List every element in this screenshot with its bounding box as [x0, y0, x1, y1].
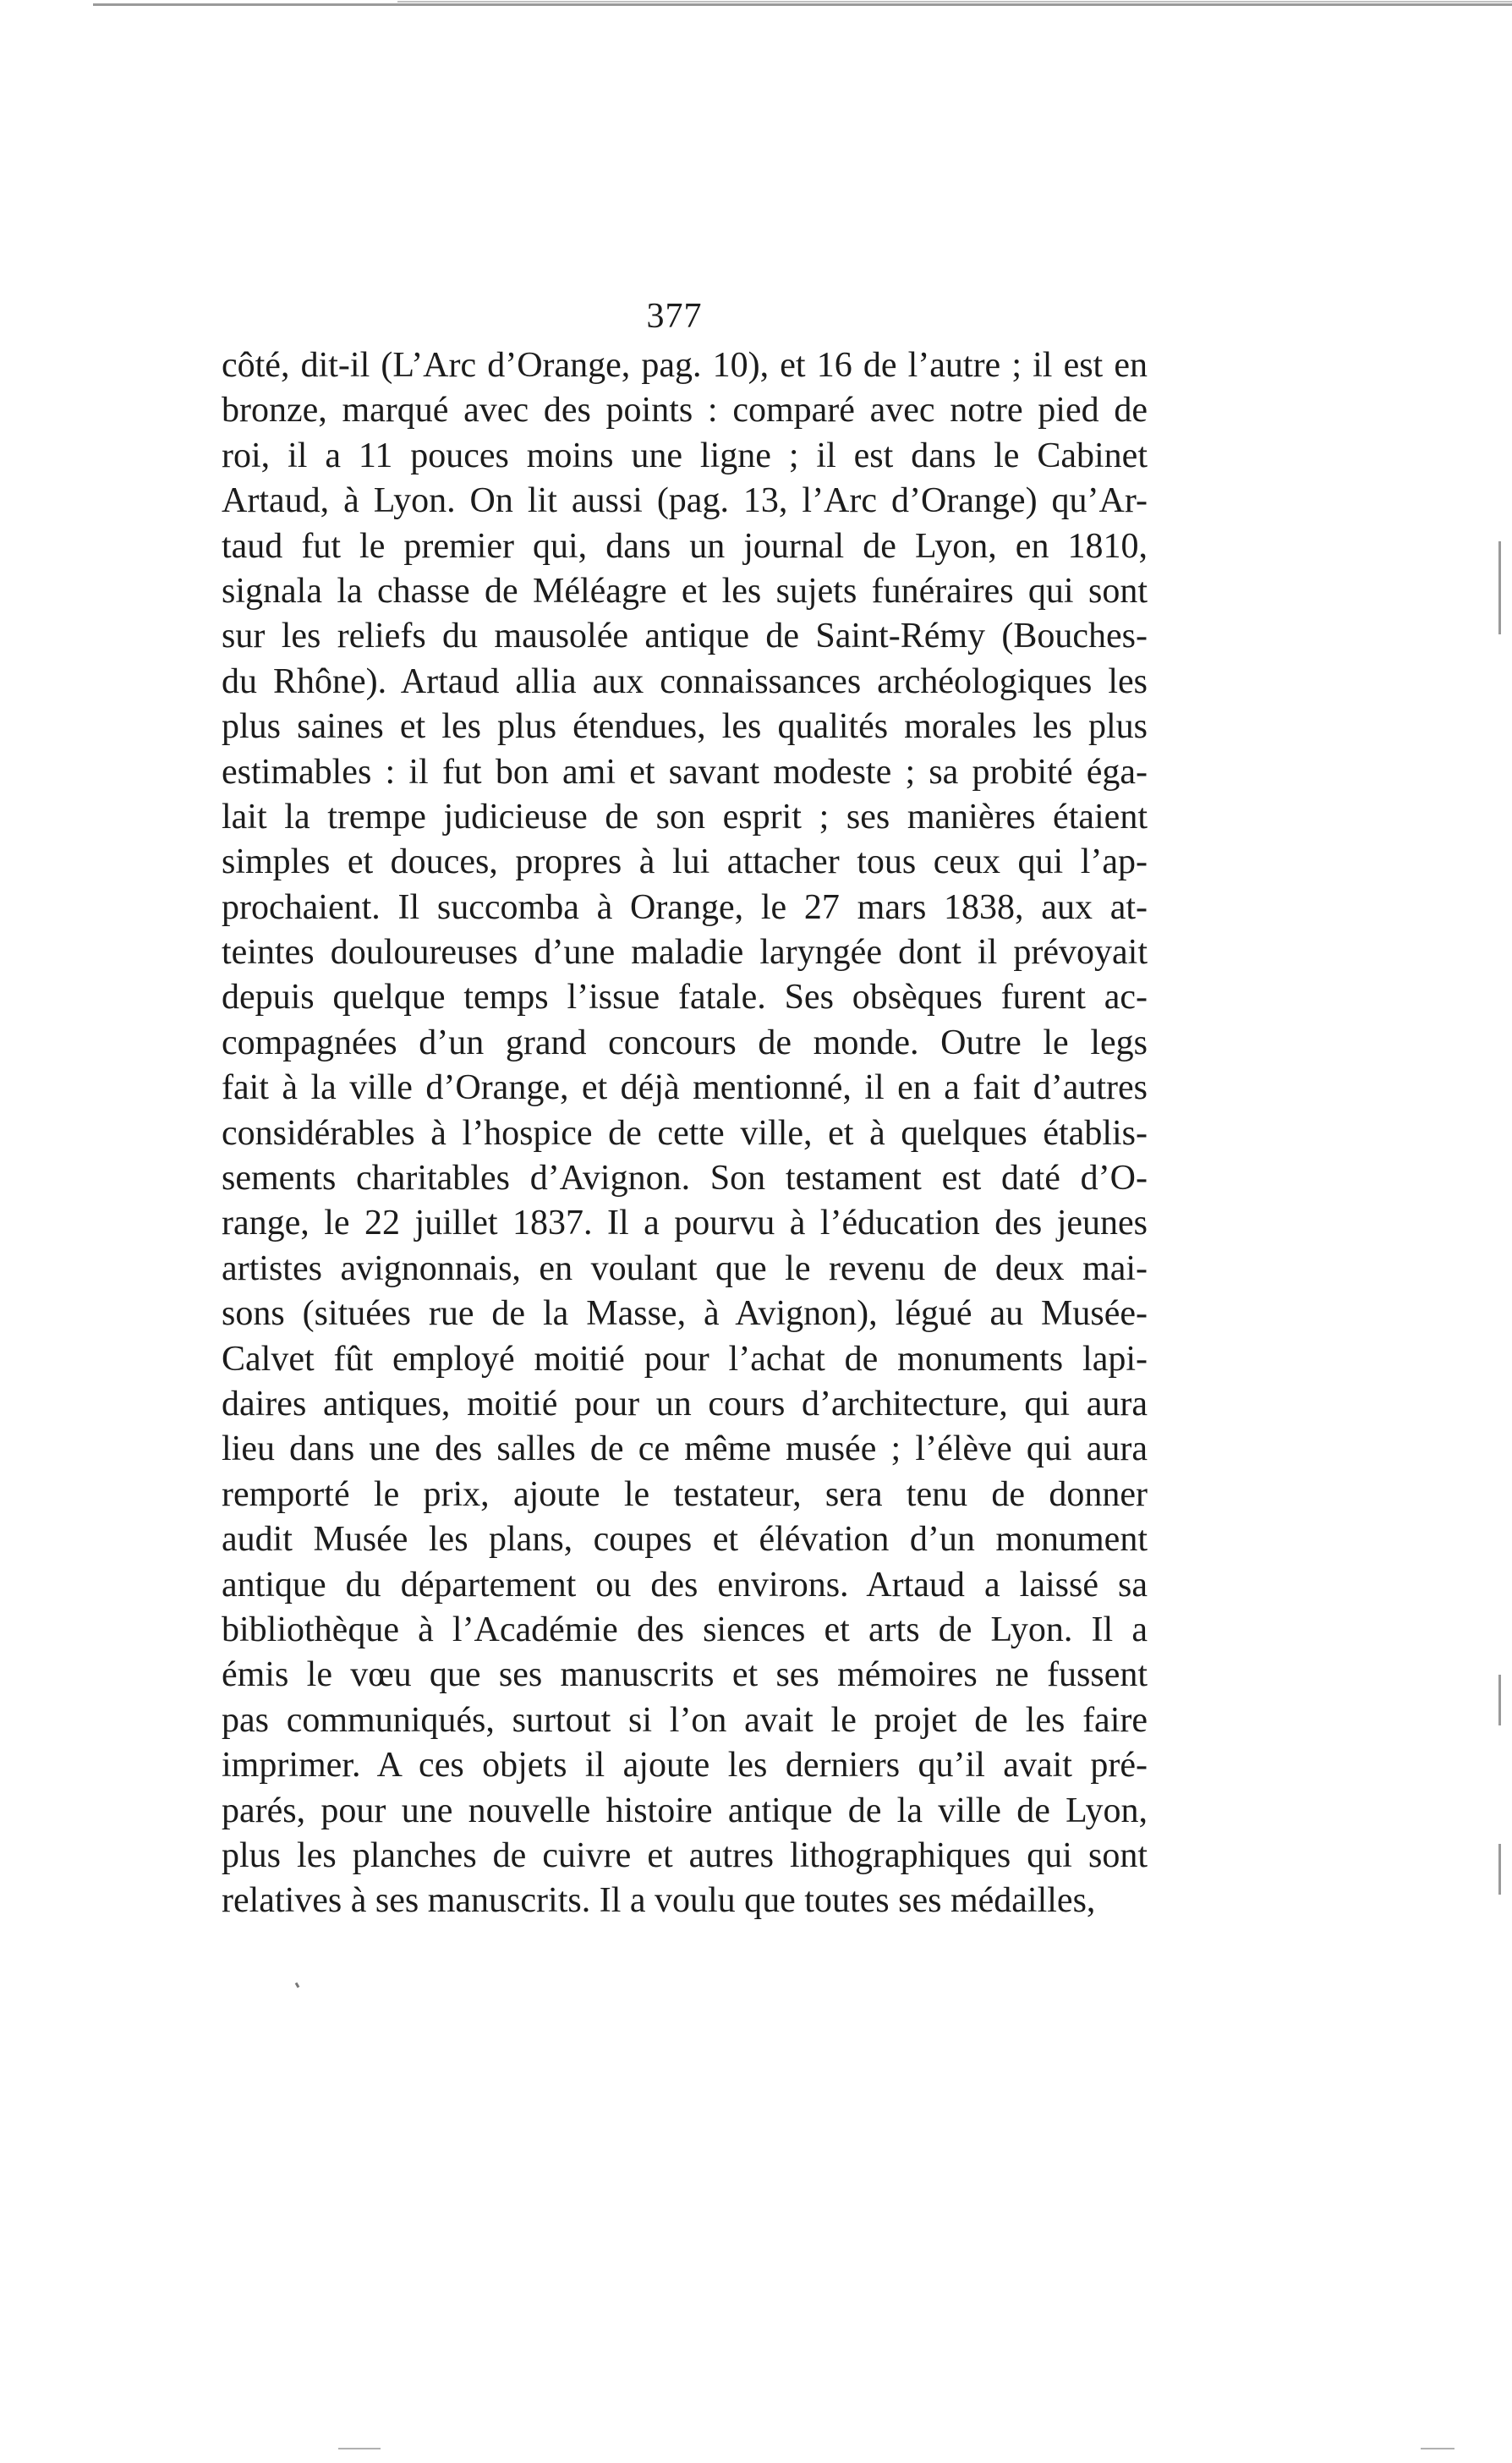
text-line: prochaient. Il succomba à Orange, le 27 mars 1838, aux at- — [222, 887, 1148, 927]
text-line: fait à la ville d’Orange, et déjà mentionné, il en a fait d’autres — [222, 1068, 1148, 1108]
text-line: sons (situées rue de la Masse, à Avignon), légué au Musée- — [222, 1294, 1148, 1334]
text-line: daires antiques, moitié pour un cours d’architecture, qui aura — [222, 1384, 1148, 1423]
text-line: simples et douces, propres à lui attacher tous ceux qui l’ap- — [222, 842, 1148, 882]
scan-bottom-edge — [1421, 2448, 1454, 2449]
text-line: côté, dit-il (L’Arc d’Orange, pag. 10), et 16 de l’autre ; il est en — [222, 346, 1148, 385]
scan-margin-mark — [1498, 1675, 1501, 1725]
text-line: taud fut le premier qui, dans un journal de Lyon, en 1810, — [222, 526, 1148, 566]
scan-top-rule — [93, 3, 1512, 6]
text-line: sements charitables d’Avignon. Son testament est daté d’O- — [222, 1159, 1148, 1199]
page-number: 377 — [646, 297, 703, 336]
text-line: considérables à l’hospice de cette ville, et à quelques établis- — [222, 1113, 1148, 1153]
text-line: lait la trempe judicieuse de son esprit ; ses manières étaient — [222, 797, 1148, 837]
text-line: estimables : il fut bon ami et savant modeste ; sa probité éga- — [222, 752, 1148, 792]
text-line: compagnées d’un grand concours de monde. Outre le legs — [222, 1023, 1148, 1062]
text-line: du Rhône). Artaud allia aux connaissances archéologiques les — [222, 661, 1148, 701]
text-line: bronze, marqué avec des points : comparé avec notre pied de — [222, 391, 1148, 431]
text-line: parés, pour une nouvelle histoire antique de la ville de Lyon, — [222, 1791, 1148, 1830]
text-line: Calvet fût employé moitié pour l’achat de monuments lapi- — [222, 1339, 1148, 1379]
text-line: émis le vœu que ses manuscrits et ses mémoires ne fussent — [222, 1655, 1148, 1695]
text-line: lieu dans une des salles de ce même musée ; l’élève qui aura — [222, 1429, 1148, 1469]
text-line: teintes douloureuses d’une maladie laryngée dont il prévoyait — [222, 933, 1148, 973]
text-line: sur les reliefs du mausolée antique de Saint-Rémy (Bouches- — [222, 617, 1148, 656]
text-line: bibliothèque à l’Académie des siences et arts de Lyon. Il a — [222, 1610, 1148, 1649]
text-line: pas communiqués, surtout si l’on avait le projet de les faire — [222, 1700, 1148, 1740]
text-line: remporté le prix, ajoute le testateur, sera tenu de donner — [222, 1474, 1148, 1514]
text-line: Artaud, à Lyon. On lit aussi (pag. 13, l’Arc d’Orange) qu’Ar- — [222, 481, 1148, 521]
scan-margin-mark — [1498, 541, 1501, 634]
text-line: roi, il a 11 pouces moins une ligne ; il est dans le Cabinet — [222, 436, 1148, 475]
scan-top-edge — [397, 1, 1512, 3]
text-line: audit Musée les plans, coupes et élévation d’un monument — [222, 1520, 1148, 1560]
text-line: artistes avignonnais, en voulant que le revenu de deux mai- — [222, 1248, 1148, 1288]
text-line: signala la chasse de Méléagre et les sujets funéraires qui sont — [222, 571, 1148, 611]
scan-speck — [295, 1983, 300, 1989]
scan-bottom-edge — [338, 2448, 381, 2449]
text-line: relatives à ses manuscrits. Il a voulu que toutes ses médailles, — [222, 1881, 1096, 1921]
text-line: plus saines et les plus étendues, les qualités morales les plus — [222, 707, 1148, 747]
text-line: range, le 22 juillet 1837. Il a pourvu à l’éducation des jeunes — [222, 1204, 1148, 1243]
scan-margin-mark — [1498, 1844, 1501, 1895]
text-line: depuis quelque temps l’issue fatale. Ses obsèques furent ac- — [222, 978, 1148, 1018]
text-line: imprimer. A ces objets il ajoute les derniers qu’il avait pré- — [222, 1746, 1148, 1786]
text-line: plus les planches de cuivre et autres lithographiques qui sont — [222, 1835, 1148, 1875]
text-line: antique du département ou des environs. Artaud a laissé sa — [222, 1565, 1148, 1605]
body-text — [222, 343, 1148, 1924]
